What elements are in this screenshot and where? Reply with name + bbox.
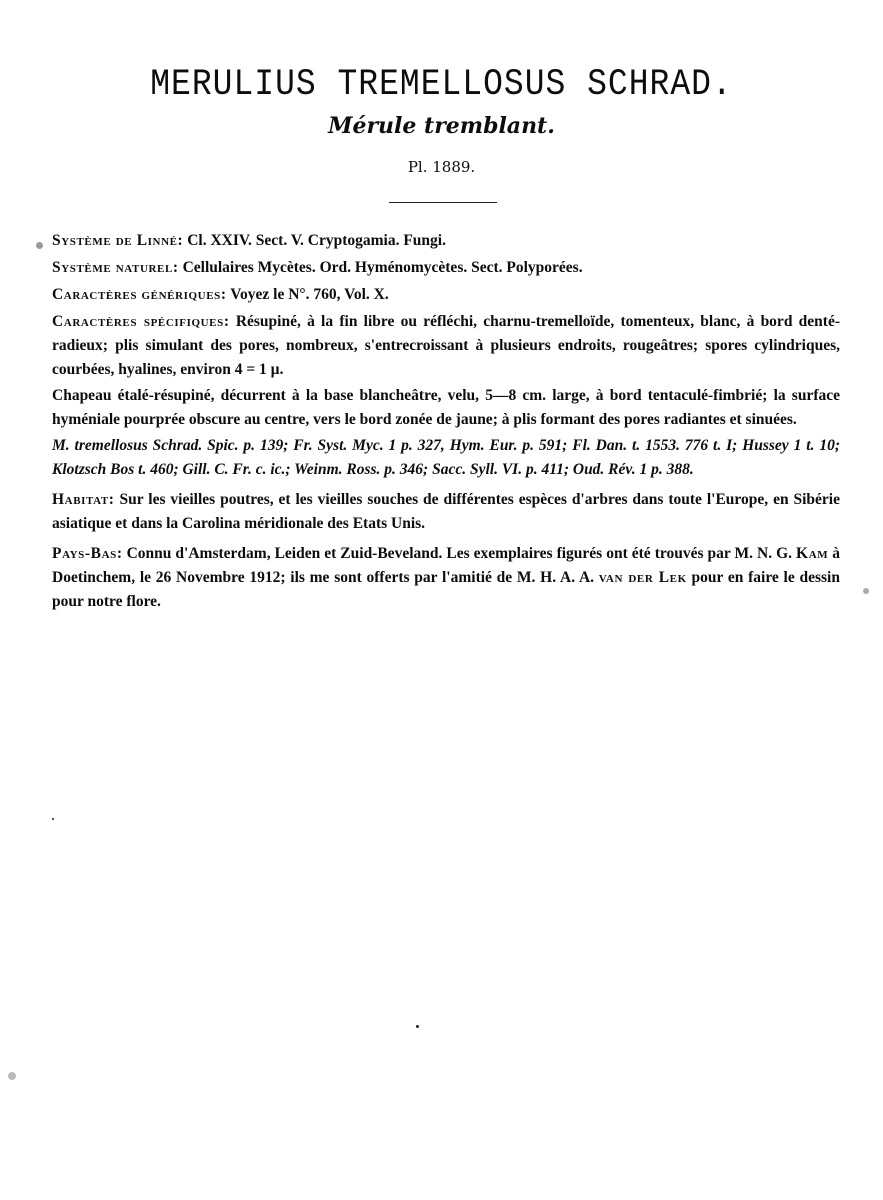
scan-speck	[36, 242, 43, 249]
systeme-linne	[52, 229, 840, 253]
title-divider	[389, 202, 497, 203]
systeme-naturel	[52, 256, 840, 280]
pays-bas-text-1: Connu d'Amsterdam, Leiden et Zuid-Beveland. Les exemplaires figurés ont été trouvés par M. N. G.	[122, 545, 797, 562]
donor-name: van der Lek	[598, 569, 687, 586]
scan-speck	[8, 1072, 16, 1080]
collector-name: Kam	[796, 545, 829, 562]
caracteres-specifiques	[52, 310, 840, 382]
pays-bas-text-2: à Doetinchem, le 26 Novembre 1912; ils me sont offerts par l'amitié de M. H. A. A.	[52, 545, 840, 586]
habitat-label: Habitat:	[52, 491, 115, 508]
caracteres-specifiques-text: Résupiné, à la fin libre ou réfléchi, charnu-tremelloïde, tomenteux, blanc, à bord denté-radieux; plis simulant des pores, nombreux, s'entrecroissant à plusieurs endroits, rougeâtres; spores cylindriques, courbées, hyalines, environ 4 = 1 µ.	[52, 313, 840, 378]
systeme-linne-label: Système de Linné:	[52, 232, 184, 249]
bibliographic-references: M. tremellosus Schrad. Spic. p. 139; Fr. Syst. Myc. 1 p. 327, Hym. Eur. p. 591; Fl. Dan. t. 1553. 776 t. I; Hussey 1 t. 10; Klotzsch Bos t. 460; Gill. C. Fr. c. ic.; Weinm. Ross. p. 346; Sacc. Syll. VI. p. 411; Oud. Rév. 1 p. 388.	[52, 437, 840, 478]
chapeau-description: Chapeau étalé-résupiné, décurrent à la base blancheâtre, velu, 5—8 cm. large, à bord tentaculé-fimbrié; la surface hyméniale pourprée obscure au centre, vers le bord zonée de jaune; à plis formant des pores radiantes et sinuées.	[52, 387, 840, 428]
pays-bas-label: Pays-Bas:	[52, 545, 123, 562]
habitat	[52, 488, 840, 536]
scan-speck	[416, 1025, 419, 1028]
pays-bas-text-3: pour en faire le dessin pour notre flore.	[52, 569, 840, 610]
caracteres-generiques-label: Caractères génériques:	[52, 286, 227, 303]
pays-bas	[52, 542, 840, 614]
systeme-naturel-label: Système naturel:	[52, 259, 179, 276]
scan-speck	[52, 818, 54, 820]
common-name: Mérule tremblant.	[328, 113, 555, 139]
species-title: MERULIUS TREMELLOSUS SCHRAD.	[150, 63, 733, 106]
habitat-text: Sur les vieilles poutres, et les vieilles souches de différentes espèces d'arbres dans toute l'Europe, en Sibérie asiatique et dans la Carolina méridionale des Etats Unis.	[52, 491, 840, 532]
caracteres-generiques	[52, 283, 840, 307]
caracteres-generiques-text: Voyez le N°. 760, Vol. X.	[226, 286, 389, 303]
plate-number: Pl. 1889.	[407, 158, 476, 176]
systeme-naturel-text: Cellulaires Mycètes. Ord. Hyménomycètes. Sect. Polyporées.	[178, 259, 583, 276]
caracteres-specifiques-label: Caractères spécifiques:	[52, 313, 230, 330]
scan-speck	[863, 588, 869, 594]
systeme-linne-text: Cl. XXIV. Sect. V. Cryptogamia. Fungi.	[183, 232, 446, 249]
description-body	[52, 229, 840, 617]
